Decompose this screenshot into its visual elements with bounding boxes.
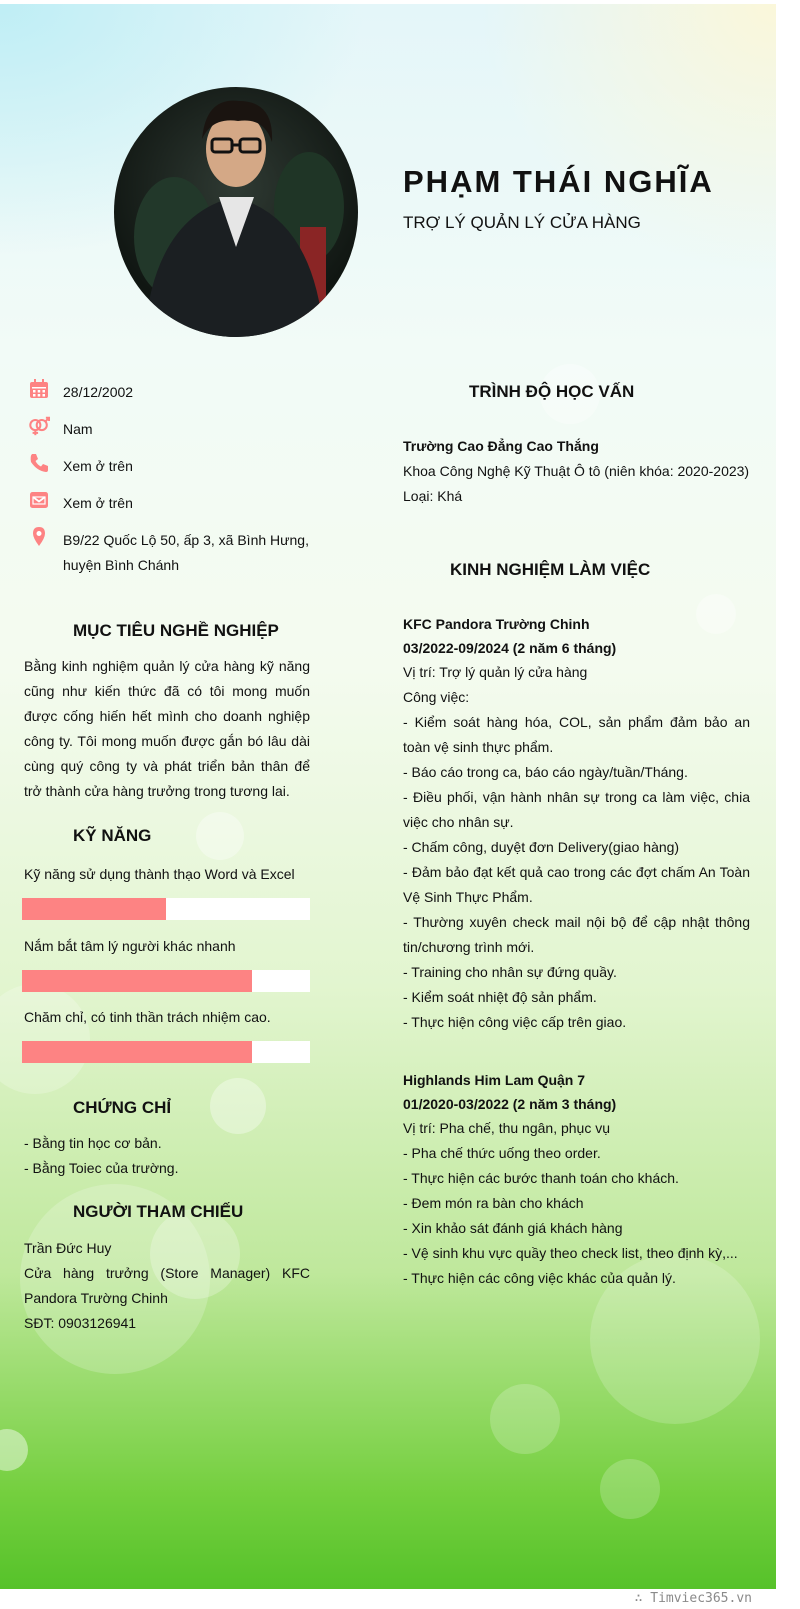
cv-page xyxy=(0,4,776,1589)
job-line: - Pha chế thức uống theo order. xyxy=(403,1145,601,1161)
job-line: - Kiểm soát nhiệt độ sản phẩm. xyxy=(403,989,597,1005)
gender-value: Nam xyxy=(63,421,93,437)
reference-title: NGƯỜI THAM CHIẾU xyxy=(73,1202,244,1221)
job-company: KFC Pandora Trường Chinh xyxy=(403,616,590,632)
job-line: - Đem món ra bàn cho khách xyxy=(403,1195,584,1211)
job-line: Vị trí: Pha chế, thu ngân, phục vụ xyxy=(403,1120,611,1136)
objective-text: Bằng kinh nghiệm quản lý cửa hàng kỹ năng cũng như kiến thức đã có tôi mong muốn được cống hiến hết mình cho doanh nghiệp công ty. Tôi mong muốn được gắn bó lâu dài cùng quý công ty và phát triển bản thân để trở thành cửa hàng trưởng trong tương lai. xyxy=(24,658,310,799)
job-line: - Thực hiện các công việc khác của quản lý. xyxy=(403,1270,676,1286)
calendar-icon xyxy=(28,378,50,400)
education-grade: Loại: Khá xyxy=(403,488,463,504)
job-line: Công việc: xyxy=(403,689,470,705)
reference-position: Cửa hàng trưởng (Store Manager) KFC Pandora Trường Chinh xyxy=(24,1265,310,1306)
job-line: - Điều phối, vận hành nhân sự trong ca làm việc, chia việc cho nhân sự. xyxy=(403,789,750,830)
skill-bar-fill xyxy=(22,898,166,920)
job-line: - Báo cáo trong ca, báo cáo ngày/tuần/Tháng. xyxy=(403,764,688,780)
job-line: - Xin khảo sát đánh giá khách hàng xyxy=(403,1220,623,1236)
email-icon xyxy=(28,489,50,511)
education-title: TRÌNH ĐỘ HỌC VẤN xyxy=(469,382,635,401)
phone-value: Xem ở trên xyxy=(63,458,133,474)
job-line: Vị trí: Trợ lý quản lý cửa hàng xyxy=(403,664,588,680)
reference-phone: SĐT: 0903126941 xyxy=(24,1315,137,1331)
objective-title: MỤC TIÊU NGHỀ NGHIỆP xyxy=(73,621,279,640)
education-major: Khoa Công Nghệ Kỹ Thuật Ô tô (niên khóa: 2020-2023) xyxy=(403,463,750,479)
job-line: - Kiểm soát hàng hóa, COL, sản phẩm đảm bảo an toàn vệ sinh thực phẩm. xyxy=(403,714,750,755)
job-line: - Thực hiện các bước thanh toán cho khách. xyxy=(403,1170,679,1186)
candidate-role: TRỢ LÝ QUẢN LÝ CỬA HÀNG xyxy=(403,213,641,232)
candidate-name: PHẠM THÁI NGHĨA xyxy=(403,164,714,199)
certificate-item: - Bằng Toiec của trường. xyxy=(24,1160,179,1176)
certificates-title: CHỨNG CHỈ xyxy=(73,1098,172,1117)
job-period: 01/2020-03/2022 (2 năm 3 tháng) xyxy=(403,1096,617,1112)
skills-title: KỸ NĂNG xyxy=(73,826,152,845)
skill-bar-fill xyxy=(22,1041,252,1063)
job-line: - Thực hiện công việc cấp trên giao. xyxy=(403,1014,627,1030)
certificate-item: - Bằng tin học cơ bản. xyxy=(24,1135,162,1151)
skill-bar xyxy=(22,898,310,920)
birthday-value: 28/12/2002 xyxy=(63,384,134,400)
skill-bar-fill xyxy=(22,970,252,992)
job-line: - Training cho nhân sự đứng quầy. xyxy=(403,964,617,980)
site-watermark: ∴ Timviec365.vn xyxy=(634,1591,752,1606)
skill-label: Kỹ năng sử dụng thành thạo Word và Excel xyxy=(24,866,295,882)
location-icon xyxy=(28,526,50,548)
skill-label: Chăm chỉ, có tinh thần trách nhiệm cao. xyxy=(24,1009,271,1025)
job-period: 03/2022-09/2024 (2 năm 6 tháng) xyxy=(403,640,617,656)
phone-icon xyxy=(28,452,50,474)
job-company: Highlands Him Lam Quận 7 xyxy=(403,1072,586,1088)
skill-bar xyxy=(22,970,310,992)
skill-label: Nắm bắt tâm lý người khác nhanh xyxy=(24,938,236,954)
experience-title: KINH NGHIỆM LÀM VIỆC xyxy=(450,560,651,579)
profile-photo xyxy=(114,87,358,337)
person-photo-icon xyxy=(114,87,358,337)
job-line: - Vệ sinh khu vực quầy theo check list, theo định kỳ,... xyxy=(403,1245,738,1261)
reference-name: Trần Đức Huy xyxy=(24,1240,112,1256)
address-value: B9/22 Quốc Lộ 50, ấp 3, xã Bình Hưng, huyện Bình Chánh xyxy=(63,532,309,573)
job-line: - Đảm bảo đạt kết quả cao trong các đợt chấm An Toàn Vệ Sinh Thực Phẩm. xyxy=(403,864,750,905)
skill-bar xyxy=(22,1041,310,1063)
job-description xyxy=(403,660,750,1035)
gender-icon xyxy=(28,415,50,437)
education-school: Trường Cao Đẳng Cao Thắng xyxy=(403,438,599,454)
job-description xyxy=(403,1116,750,1291)
job-line: - Chấm công, duyệt đơn Delivery(giao hàng) xyxy=(403,839,680,855)
job-line: - Thường xuyên check mail nội bộ để cập nhật thông tin/chương trình mới. xyxy=(403,914,750,955)
email-value: Xem ở trên xyxy=(63,495,133,511)
